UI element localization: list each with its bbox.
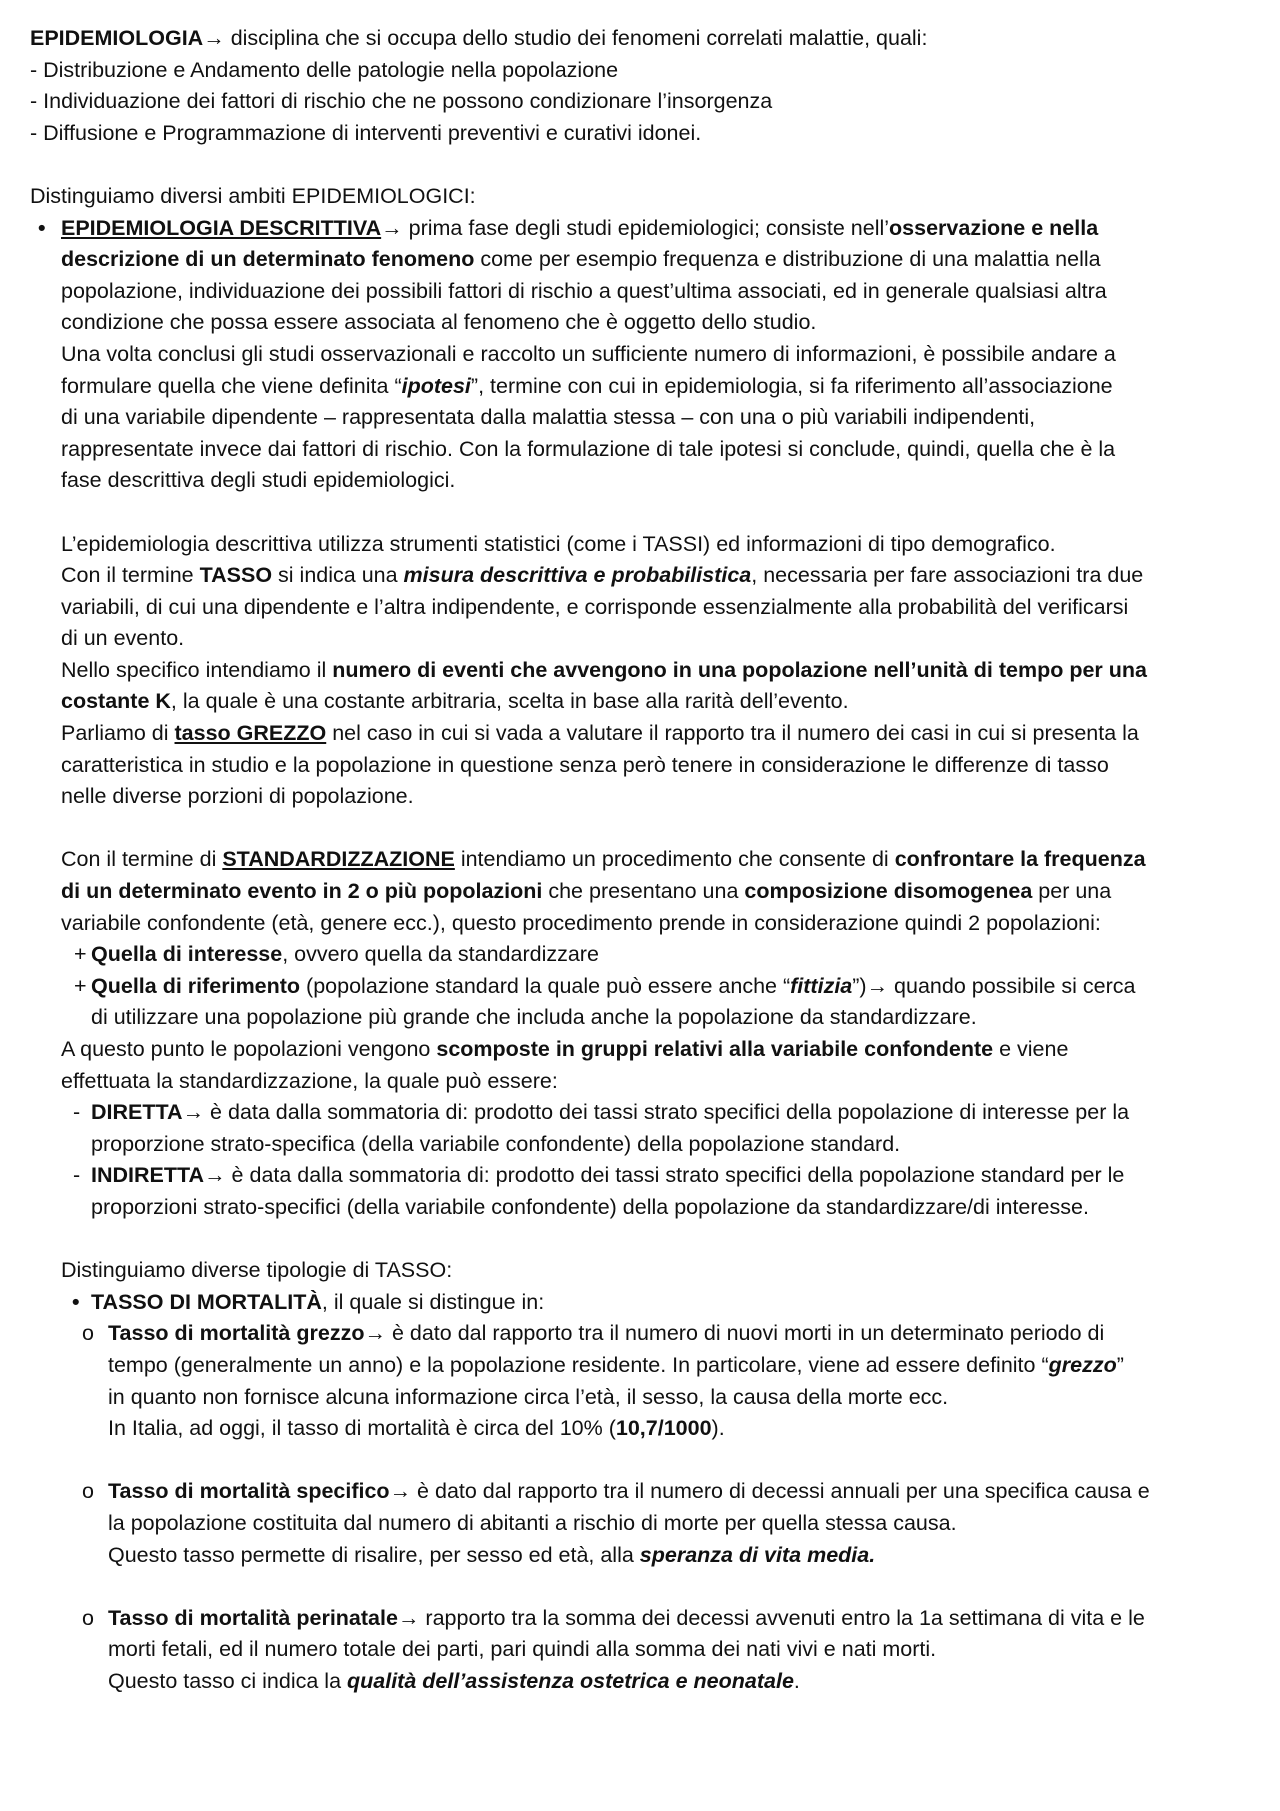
text: ).: [711, 1416, 725, 1441]
standard-dash-item-2-cont: proporzioni strato-specifici (della variabile confondente) della popolazione da standardizzare/di interesse.: [91, 1194, 1089, 1219]
term-diretta: DIRETTA: [91, 1100, 183, 1125]
text: .: [793, 1668, 800, 1693]
intro-line-1: [30, 23, 1250, 55]
ambiti-heading: Distinguiamo diversi ambiti EPIDEMIOLOGICI:: [30, 183, 476, 208]
term-standardizzazione: STANDARDIZZAZIONE: [222, 847, 455, 872]
text: si indica una: [272, 563, 404, 588]
text: ”, termine con cui in epidemiologia, si fa riferimento all’associazione: [470, 373, 1113, 398]
text: A questo punto le popolazioni vengono: [61, 1037, 437, 1061]
text: e viene: [993, 1037, 1069, 1061]
text: ”: [1116, 1352, 1124, 1377]
tassi-line-4: di un evento.: [61, 626, 185, 651]
bullet-icon: •: [72, 1289, 80, 1314]
circle-bullet-icon: o: [82, 1605, 94, 1630]
grezzo-line-1: [30, 1318, 1250, 1350]
tassi-line-9: nelle diverse porzioni di popolazione.: [61, 784, 414, 809]
text-bold: descrizione di un determinato fenomeno: [61, 247, 475, 272]
intro-line-2: - Distribuzione e Andamento delle patologie nella popolazione: [30, 57, 619, 82]
term-mortalita-grezzo: Tasso di mortalità grezzo: [108, 1321, 365, 1346]
term-epidemiologia: EPIDEMIOLOGIA: [30, 26, 204, 50]
text: prima fase degli studi epidemiologici; consiste nell’: [402, 215, 890, 240]
text: (popolazione standard la quale può essere anche “: [300, 973, 791, 998]
tassi-line-5: [30, 655, 1250, 687]
text: è data dalla sommatoria di: prodotto dei tassi strato specifici della popolazione di interesse per la: [204, 1100, 1130, 1125]
perinatale-line-2: morti fetali, ed il numero totale dei parti, pari quindi alla somma dei nati vivi e nati morti.: [108, 1637, 937, 1662]
text-bold: confrontare la frequenza: [894, 847, 1146, 872]
standard-dash-item-1: [30, 1097, 1250, 1129]
text: ”): [852, 973, 867, 998]
text: nel caso in cui si vada a valutare il rapporto tra il numero dei casi in cui si presenta la: [326, 721, 1139, 746]
text-bold-italic: qualità dell’assistenza ostetrica e neonatale: [347, 1668, 794, 1693]
tassi-line-1: L’epidemiologia descrittiva utilizza strumenti statistici (come i TASSI) ed informazioni di tipo demografico.: [61, 531, 1056, 556]
term-mortalita-perinatale: Tasso di mortalità perinatale: [108, 1605, 398, 1630]
term-tasso: TASSO: [199, 563, 273, 588]
text-bold: Quella di riferimento: [91, 973, 301, 998]
text-bold-italic: speranza di vita media.: [639, 1542, 876, 1567]
circle-bullet-icon: o: [82, 1479, 94, 1504]
text: disciplina che si occupa dello studio dei fenomeni correlati malattie, quali:: [224, 26, 928, 50]
standard-dash-item-2: [30, 1160, 1250, 1192]
text: tempo (generalmente un anno) e la popolazione residente. In particolare, viene ad essere definito “: [108, 1352, 1049, 1377]
descrittiva-line-3: popolazione, individuazione dei possibili fattori di rischio a quest’ultima associati, ed in generale qualsiasi altra: [61, 278, 1107, 303]
descrittiva-line-5: Una volta conclusi gli studi osservazionali e raccolto un sufficiente numero di informazioni, è possibile andare a: [61, 341, 1116, 366]
bullet-icon: •: [38, 215, 46, 240]
arrow-icon: →: [364, 1321, 386, 1346]
standard-dash-item-1-cont: proporzione strato-specifica (della variabile confondente) della popolazione standard.: [91, 1131, 901, 1156]
plus-icon: +: [74, 942, 87, 967]
text: che presentano una: [542, 879, 745, 904]
standard-plus-item-2-cont: di utilizzare una popolazione più grande che includa anche la popolazione da standardizzare.: [91, 1005, 977, 1030]
text-bold: costante K: [61, 689, 171, 714]
text: rapporto tra la somma dei decessi avvenuti entro la 1a settimana di vita e le: [419, 1605, 1145, 1630]
term-tasso-mortalita: TASSO DI MORTALITÀ: [91, 1289, 322, 1314]
term-epid-descrittiva: EPIDEMIOLOGIA DESCRITTIVA: [61, 215, 382, 240]
tassi-line-8: caratteristica in studio e la popolazione in questione senza però tenere in considerazione le differenze di tasso: [61, 752, 1109, 777]
descrittiva-line-7: di una variabile dipendente – rappresentata dalla malattia stessa – con una o più variabili indipendenti,: [61, 405, 1036, 430]
text-bold: Quella di interesse: [91, 942, 283, 967]
dash-icon: -: [73, 1100, 81, 1125]
specifico-line-1: [30, 1476, 1250, 1508]
tassi-line-2: [30, 560, 1250, 592]
standard-line-3: variabile confondente (età, genere ecc.), questo procedimento prende in considerazione quindi 2 popolazioni:: [61, 910, 1101, 935]
text: Parliamo di: [61, 721, 175, 746]
grezzo-line-2: [30, 1350, 1250, 1382]
tassi-line-6: [30, 686, 1250, 718]
dash-icon: -: [73, 1163, 81, 1188]
term-indiretta: INDIRETTA: [91, 1163, 205, 1188]
tassi-line-3: variabili, di cui una dipendente e l’altra indipendente, e corrisponde essenzialmente alla probabilità del verificarsi: [61, 594, 1129, 619]
text-bold: 10,7/1000: [615, 1416, 712, 1441]
text: per una: [1032, 879, 1112, 904]
arrow-icon: →: [397, 1605, 420, 1630]
descrittiva-line-2: [30, 244, 1250, 276]
standard-line-2: [30, 876, 1250, 908]
tassi-line-7: [30, 718, 1250, 750]
standard-line-5: effettuata la standardizzazione, la quale può essere:: [61, 1068, 558, 1093]
tipologie-bullet-mortalita: [30, 1287, 1250, 1319]
text-bold-italic: misura descrittiva e probabilistica: [403, 563, 752, 588]
standard-line-4: [30, 1034, 1250, 1066]
text: intendiamo un procedimento che consente di: [454, 847, 895, 872]
text: , la quale è una costante arbitraria, scelta in base alla rarità dell’evento.: [170, 689, 849, 714]
circle-bullet-icon: o: [82, 1321, 94, 1346]
text: come per esempio frequenza e distribuzione di una malattia nella: [474, 247, 1101, 272]
arrow-icon: →: [866, 973, 889, 998]
text-bold: di un determinato evento in 2 o più popolazioni: [61, 879, 543, 904]
text: , il quale si distingue in:: [321, 1289, 545, 1314]
text: è data dalla sommatoria di: prodotto dei tassi strato specifici della popolazione standard per le: [225, 1163, 1125, 1188]
specifico-line-2: la popolazione costituita dal numero di abitanti a rischio di morte per quella stessa causa.: [108, 1510, 957, 1535]
term-mortalita-specifico: Tasso di mortalità specifico: [108, 1479, 390, 1504]
descrittiva-line-4: condizione che possa essere associata al fenomeno che è oggetto dello studio.: [61, 310, 817, 335]
descrittiva-line-9: fase descrittiva degli studi epidemiologici.: [61, 468, 456, 493]
text: è dato dal rapporto tra il numero di decessi annuali per una specifica causa e: [411, 1479, 1150, 1504]
descrittiva-line-6: [30, 371, 1250, 403]
text-bold: composizione disomogenea: [744, 879, 1033, 904]
text: Con il termine: [61, 563, 200, 588]
perinatale-line-3: [30, 1666, 1250, 1698]
intro-line-4: - Diffusione e Programmazione di interventi preventivi e curativi idonei.: [30, 120, 702, 145]
intro-line-3: - Individuazione dei fattori di rischio che ne possono condizionare l’insorgenza: [30, 89, 773, 114]
plus-icon: +: [74, 973, 87, 998]
specifico-line-3: [30, 1540, 1250, 1572]
text: Questo tasso ci indica la: [108, 1668, 348, 1693]
text: , ovvero quella da standardizzare: [282, 942, 599, 967]
grezzo-line-3: in quanto non fornisce alcuna informazione circa l’età, il sesso, la causa della morte ecc.: [108, 1384, 949, 1409]
text: , necessaria per fare associazioni tra due: [751, 563, 1144, 588]
grezzo-line-4: [30, 1413, 1250, 1445]
text: è dato dal rapporto tra il numero di nuovi morti in un determinato periodo di: [385, 1321, 1105, 1346]
standard-plus-item-2: [30, 971, 1250, 1003]
text: Questo tasso permette di risalire, per sesso ed età, alla: [108, 1542, 640, 1567]
perinatale-line-1: [30, 1603, 1250, 1635]
text: Nello specifico intendiamo il: [61, 657, 333, 682]
term-ipotesi: ipotesi: [401, 373, 471, 398]
text: In Italia, ad oggi, il tasso di mortalità è circa del 10% (: [108, 1416, 616, 1441]
descrittiva-line-1: [30, 213, 1250, 245]
standard-plus-item-1: [30, 939, 1250, 971]
arrow-icon: →: [182, 1100, 205, 1125]
text-bold: numero di eventi che avvengono in una popolazione nell’unità di tempo per una: [332, 657, 1147, 682]
arrow-icon: →: [389, 1479, 412, 1504]
text: formulare quella che viene definita “: [61, 373, 402, 398]
text: quando possibile si cerca: [888, 973, 1136, 998]
descrittiva-line-8: rappresentate invece dai fattori di rischio. Con la formulazione di tale ipotesi si conclude, quindi, quella che è la: [61, 436, 1116, 461]
term-tasso-grezzo: tasso GREZZO: [174, 721, 327, 746]
text-bold-italic: fittizia: [790, 973, 853, 998]
text-bold-italic: grezzo: [1048, 1352, 1117, 1377]
standard-line-1: [30, 844, 1250, 876]
arrow-icon: →: [381, 215, 403, 240]
arrow-icon: →: [204, 1163, 226, 1188]
tipologie-heading: Distinguiamo diverse tipologie di TASSO:: [61, 1258, 453, 1283]
text-bold: scomposte in gruppi relativi alla variabile confondente: [436, 1037, 994, 1061]
text: Con il termine di: [61, 847, 223, 872]
text-bold: osservazione e nella: [889, 215, 1099, 240]
arrow-icon: →: [203, 26, 225, 50]
